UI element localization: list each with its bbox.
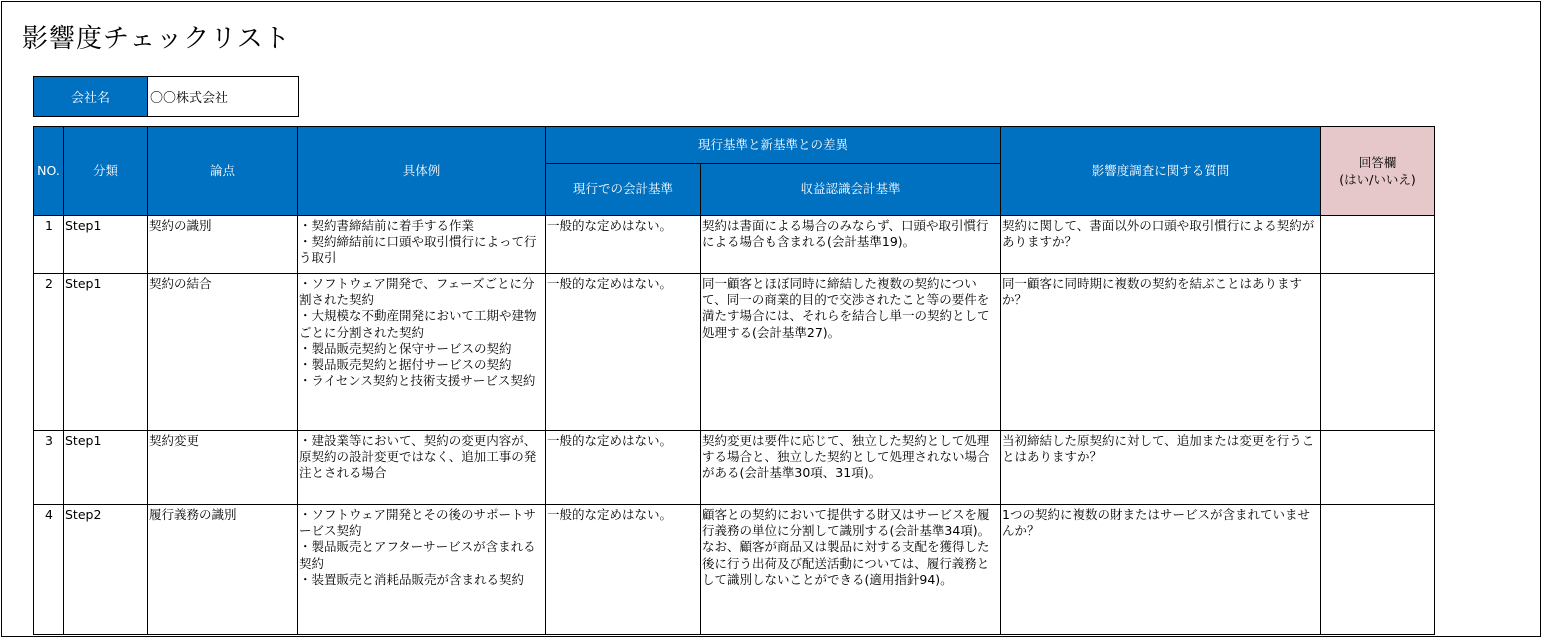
company-label: 会社名 [34, 77, 148, 117]
cell-current: 一般的な定めはない。 [546, 216, 701, 274]
header-answer: 回答欄 (はい/いいえ) [1321, 127, 1435, 216]
cell-no: 3 [34, 431, 64, 505]
company-value[interactable]: 〇〇株式会社 [148, 77, 299, 117]
cell-no: 4 [34, 505, 64, 635]
cell-example: ・建設業等において、契約の変更内容が、原契約の設計変更ではなく、追加工事の発注とされる場合 [298, 431, 546, 505]
cell-no: 2 [34, 274, 64, 431]
header-current: 現行での会計基準 [546, 164, 701, 216]
checklist-table [33, 126, 1435, 635]
cell-issue: 履行義務の識別 [148, 505, 298, 635]
cell-answer[interactable] [1321, 216, 1435, 274]
header-issue: 論点 [148, 127, 298, 216]
cell-answer[interactable] [1321, 274, 1435, 431]
cell-current: 一般的な定めはない。 [546, 274, 701, 431]
cell-category: Step1 [64, 216, 148, 274]
header-example: 具体例 [298, 127, 546, 216]
cell-new: 契約は書面による場合のみならず、口頭や取引慣行による場合も含まれる(会計基準19)。 [701, 216, 1001, 274]
cell-question: 同一顧客に同時期に複数の契約を結ぶことはありますか？ [1001, 274, 1321, 431]
cell-example: ・契約書締結前に着手する作業 ・契約締結前に口頭や取引慣行によって行う取引 [298, 216, 546, 274]
cell-question: 1つの契約に複数の財またはサービスが含まれていませんか？ [1001, 505, 1321, 635]
cell-new: 顧客との契約において提供する財又はサービスを履行義務の単位に分割して識別する(会計基準34項)。なお、顧客が商品又は製品に対する支配を獲得した後に行う出荷及び配送活動については、履行義務として識別しないことができる(適用指針94)。 [701, 505, 1001, 635]
cell-example: ・ソフトウェア開発とその後のサポートサービス契約 ・製品販売とアフターサービスが含まれる契約 ・装置販売と消耗品販売が含まれる契約 [298, 505, 546, 635]
cell-category: Step1 [64, 431, 148, 505]
cell-issue: 契約の結合 [148, 274, 298, 431]
cell-no: 1 [34, 216, 64, 274]
cell-issue: 契約の識別 [148, 216, 298, 274]
table-row [34, 216, 1435, 274]
table-row [34, 505, 1435, 635]
header-question: 影響度調査に関する質問 [1001, 127, 1321, 216]
cell-current: 一般的な定めはない。 [546, 431, 701, 505]
page-title: 影響度チェックリスト [22, 24, 291, 54]
header-diff-group: 現行基準と新基準との差異 [546, 127, 1001, 164]
table-row [34, 274, 1435, 431]
table-row [34, 431, 1435, 505]
cell-example: ・ソフトウェア開発で、フェーズごとに分割された契約 ・大規模な不動産開発において工期や建物ごとに分割された契約 ・製品販売契約と保守サービスの契約 ・製品販売契約と据付サービスの契約 ・ライセンス契約と技術支援サービス契約 [298, 274, 546, 431]
cell-question: 当初締結した原契約に対して、追加または変更を行うことはありますか？ [1001, 431, 1321, 505]
company-table [33, 76, 299, 117]
cell-answer[interactable] [1321, 431, 1435, 505]
cell-new: 契約変更は要件に応じて、独立した契約として処理する場合と、独立した契約として処理されない場合がある(会計基準30項、31項)。 [701, 431, 1001, 505]
header-no: NO. [34, 127, 64, 216]
cell-current: 一般的な定めはない。 [546, 505, 701, 635]
cell-category: Step1 [64, 274, 148, 431]
cell-issue: 契約変更 [148, 431, 298, 505]
header-category: 分類 [64, 127, 148, 216]
cell-new: 同一顧客とほぼ同時に締結した複数の契約について、同一の商業的目的で交渉されたこと等の要件を満たす場合には、それらを結合し単一の契約として処理する(会計基準27)。 [701, 274, 1001, 431]
cell-category: Step2 [64, 505, 148, 635]
cell-answer[interactable] [1321, 505, 1435, 635]
header-new: 収益認識会計基準 [701, 164, 1001, 216]
cell-question: 契約に関して、書面以外の口頭や取引慣行による契約がありますか？ [1001, 216, 1321, 274]
